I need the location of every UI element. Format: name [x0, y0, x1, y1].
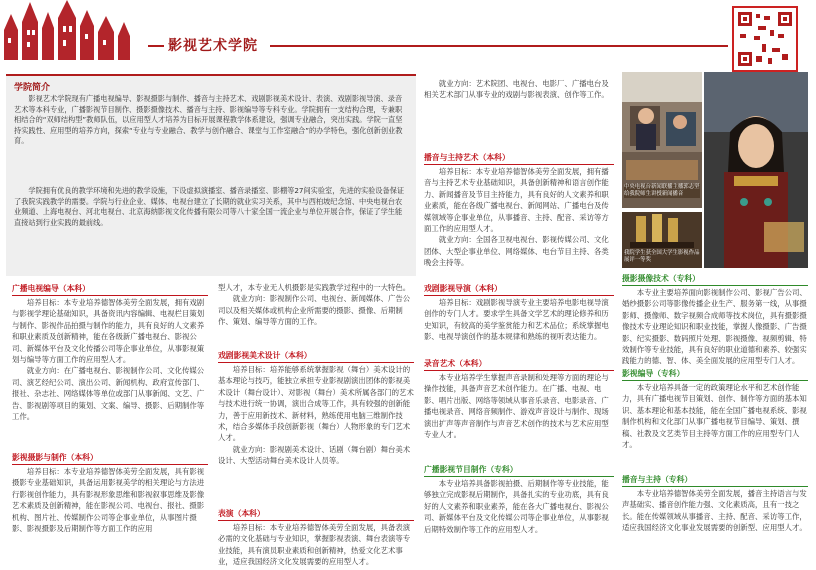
- section-goal: 培养目标：戏剧影视导演专业主要培养电影电视导演创作的专门人才。要求学生具备文学艺术的理论修养和历史知识，有较高的美学鉴赏能力和艺术品位；系统掌握电影、电视导演创作的基本规律和熟练的视听表达能力。: [424, 298, 609, 342]
- section-body-film-directing: [424, 297, 614, 343]
- header-rule-left: [148, 45, 164, 47]
- section-goal: 本专业培养学生掌握声音录制和处理等方面的理论与操作技能，具备声音艺术创作能力。在广播、电视、电影、唱片出版、网络等领域从事音乐录音、电影录音、广播电视录音、网络音频制作、游戏声音设计与制作、现场演出扩声等声音制作与声音艺术创作的技术与艺术应用型专业人才。: [424, 373, 609, 440]
- photo-actress-portrait: [704, 72, 808, 268]
- intro-paragraph-1: 影视艺术学院现有广播电视编导、影视摄影与制作、播音与主持艺术、戏剧影视美术设计、表演、戏剧影视导演、录音艺术等本科专业，广播影视节目制作、摄影摄像技术、播音与主持、影视编导等专科专业。学院拥有一支结构合理，专兼职相结合的“双师结构型”教师队伍，以应用型人才培养为目标开展课程教学体系建设，强调专业融合，突出实践。学院一直坚持实践性、应用型的培养方向，探索“专业与专业融合、教学与创作融合、课堂与工作室融合”的办学特色，强化创新创业教育。: [14, 94, 403, 146]
- section-title-stage-art-design: 戏剧影视美术设计（本科）: [218, 351, 312, 360]
- section-career: 就业方向：全国各卫视电视台、影视传媒公司、文化团体、大型企事业单位、网络媒体、电台节目主持、各类晚会主持等。: [424, 235, 609, 268]
- section-body-film-photography: [12, 466, 210, 534]
- section-rule: [622, 486, 808, 487]
- section-body-acting-cont: [424, 78, 614, 101]
- section-goal: 本专业培养德智体美劳全面发展，播音主持语言与发声基础实、播音创作能力强、文化素质高，且有一技之长。能在传媒领域从事播音、主持、配音、采访等工作，适应我国经济文化事业发展需要的创新型、应用型人才。: [622, 489, 807, 533]
- page-header: [0, 0, 816, 66]
- section-goal: 培养目标：本专业培养德智体美劳全面发展，具有影视摄影专业基础知识，具备运用影视美学的相关理论与方法进行影视创作能力，具有影视形象思维和影视叙事思维及影像艺术素质及创新精神，能在影视公司、电视台、报社、摄影机构、图片社、传媒制作公司等企事业单位，从事图片摄影、影视摄影及后期制作等方面工作的应用: [12, 467, 205, 534]
- section-career: 就业方向：在广播电视台、影视制作公司、文化传媒公司、演艺经纪公司、演出公司、新闻机构、政府宣传部门、报社、杂志社、网络媒体等单位或部门从事新闻、文艺、广告、影视剧等项目的策划、文案、编导、摄影、后期制作等工作。: [12, 366, 205, 422]
- portrait-photo-image: [704, 72, 808, 268]
- intro-heading: 学院简介: [14, 83, 51, 93]
- section-body-program-production: [424, 478, 614, 535]
- section-body-recording-art: [424, 372, 614, 440]
- photo-news-anchor-lecture: [622, 72, 702, 208]
- page-title: 影视艺术学院: [168, 38, 258, 54]
- section-title-film-editing-directing: 影视编导（专科）: [622, 369, 685, 378]
- section-goal: 培养目标：本专业培养德智体美劳全面发展，拥有播音与主持艺术专业基础知识，具备创新精神和语言创作能力、新闻播音及节目主持能力，具有良好的人文素养和职业素质，能在各级广播电视台、新闻网站、广播电台及传媒领域等企事业单位，从事播音、主持、配音、采访等方面工作的应用型人才。: [424, 167, 609, 234]
- photo-film-award: [622, 212, 702, 268]
- section-rule: [424, 295, 614, 296]
- section-title-film-photography: 影视摄影与制作（本科）: [12, 453, 98, 462]
- header-rule-right: [270, 45, 728, 47]
- section-rule: [622, 380, 808, 381]
- section-goal: 本专业培养具备一定的政策理论水平和艺术创作能力，具有广播电视节目策划、创作、制作等方面的基本知识、基本理论和基本技能，能在全国广播电视系统、影视制作机构和文化部门从事广播电视节目编导、策划、撰稿、社教及文艺类节目主持等方面工作的应用型专门人才。: [622, 383, 807, 450]
- section-goal: 本专业主要培养面向影视制作公司、影视广告公司、婚纱摄影公司等影像传播企业生产、服务第一线，从事摄影师、摄像师、数字视频合成师等技术岗位，具有摄影摄像技术专业理论知识和职业技能，掌握人像摄影、广告摄影、纪实摄影、数码照片处理、影视摄像、视频剪辑、特效制作等专业技能，具有良好的职业道德和素养、较强实践能力的德、智、体、美全面发展的应用型专门人才。: [622, 288, 807, 366]
- section-title-announcing-hosting: 播音与主持（专科）: [622, 475, 693, 484]
- section-body-photography-tech: [622, 287, 808, 367]
- section-rule: [424, 476, 614, 477]
- section-goal: 培养目标：本专业培养德智体美劳全面发展，具备表演必需的文化基础与专业知识，掌握影视表演、舞台表演等专业技能，具有演员职业素质和创新精神，热爱文化艺术事业，适应我国经济文化发展需要的应用型人才。: [218, 523, 411, 567]
- section-goal-cont: 型人才，本专业无人机摄影是实践教学过程中的一大特色。: [218, 283, 411, 292]
- section-goal: 培养目标：培养能够系统掌握影视（舞台）美术设计的基本理论与技巧，能独立承担专业影视剧演出团体的影视美术设计（舞台设计）、对影视（舞台）美术所属各部门的艺术与技术进行统一协调，演出合成等工作，具有较强的创新能力，善于应用新技术、新材料，熟练使用电脑三维制作技术，结合多媒体手段创新影视（舞台）人物形象的专门艺术人才。: [218, 365, 414, 443]
- section-body-broadcasting-hosting: [424, 166, 614, 269]
- section-title-photography-tech: 摄影摄像技术（专科）: [622, 274, 700, 283]
- section-rule: [218, 362, 414, 363]
- section-career: 就业方向：影视剧美术设计、话剧（舞台剧）舞台美术设计、大型活动舞台美术设计人员等。: [218, 444, 411, 466]
- section-goal: 培养目标：本专业培养德智体美劳全面发展，拥有戏剧与影视学理论基础知识，具备资讯内容编辑、电视栏目策划与制作、影视作品拍摄与制作的能力，具有良好的人文素养和职业素质及创新精神，能在各级新广播电视台、影视公司、新媒体平台及文化传播公司等企事业单位，从事影视策划与编导等方面工作的应用型人才。: [12, 298, 205, 365]
- section-rule: [424, 370, 614, 371]
- castle-skyline-illustration: [0, 0, 150, 66]
- section-body-film-photography-cont: [218, 282, 416, 328]
- section-rule: [218, 520, 414, 521]
- section-title-broadcasting-hosting: 播音与主持艺术（本科）: [424, 153, 510, 162]
- section-body-acting: [218, 522, 416, 568]
- photo-caption: 中央电视台新闻联播主播郭志坚给我院师生讲授新闻播音: [624, 184, 700, 197]
- intro-paragraph-2: 学院拥有优良的教学环境和先进的教学设施，下设虚拟演播室、播音录播室、影棚等27间实验室，先进的实验设备保证了我院实践教学的需要。学院与行业企业、媒体、电视台建立了长期的就业实习关系，其中与西柏坡纪念馆、中央电视台农业频道、上海电视台、河北电视台、北京海纳影视文化传播有限公司等八十家全国一流企业与单位开展合作，保证了学生能直接站到行业实践的最前线。: [14, 186, 405, 227]
- section-body-stage-art-design: [218, 364, 416, 467]
- section-body-announcing-hosting: [622, 488, 808, 534]
- section-rule: [622, 285, 808, 286]
- section-title-broadcast-directing: 广播电视编导（本科）: [12, 284, 90, 293]
- qr-code-icon: [732, 6, 798, 72]
- photo-caption: 我院学生获全国大学生影视作品展评一等奖: [624, 250, 700, 263]
- section-title-program-production: 广播影视节目制作（专科）: [424, 465, 518, 474]
- section-body-film-editing-directing: [622, 382, 808, 450]
- section-rule: [424, 164, 614, 165]
- section-rule: [12, 464, 208, 465]
- section-body-broadcast-directing: [12, 297, 210, 422]
- section-career: 就业方向：影视制作公司、电视台、新闻媒体、广告公司以及相关媒体或机构企业所需要的摄影、摄像、后期制作、策划、编导等方面的工作。: [218, 294, 411, 327]
- section-rule: [12, 295, 208, 296]
- section-goal: 本专业培养具备影视拍摄、后期制作等专业技能，能够独立完成影视后期制作，具备扎实的专业功底，具有良好的人文素养和职业素养，能在各大广播电视台、影视公司、新媒体平台及文化传媒公司等企事业单位，从事影视后期特效制作等工作的应用型人才。: [424, 479, 609, 534]
- section-title-recording-art: 录音艺术（本科）: [424, 359, 487, 368]
- college-intro-box: [6, 74, 416, 276]
- section-title-acting: 表演（本科）: [218, 509, 265, 518]
- section-career: 就业方向：艺术院团、电视台、电影厂、广播电台及相关艺术部门从事专业的戏剧与影视表演、创作等工作。: [424, 79, 609, 100]
- section-title-film-directing: 戏剧影视导演（本科）: [424, 284, 502, 293]
